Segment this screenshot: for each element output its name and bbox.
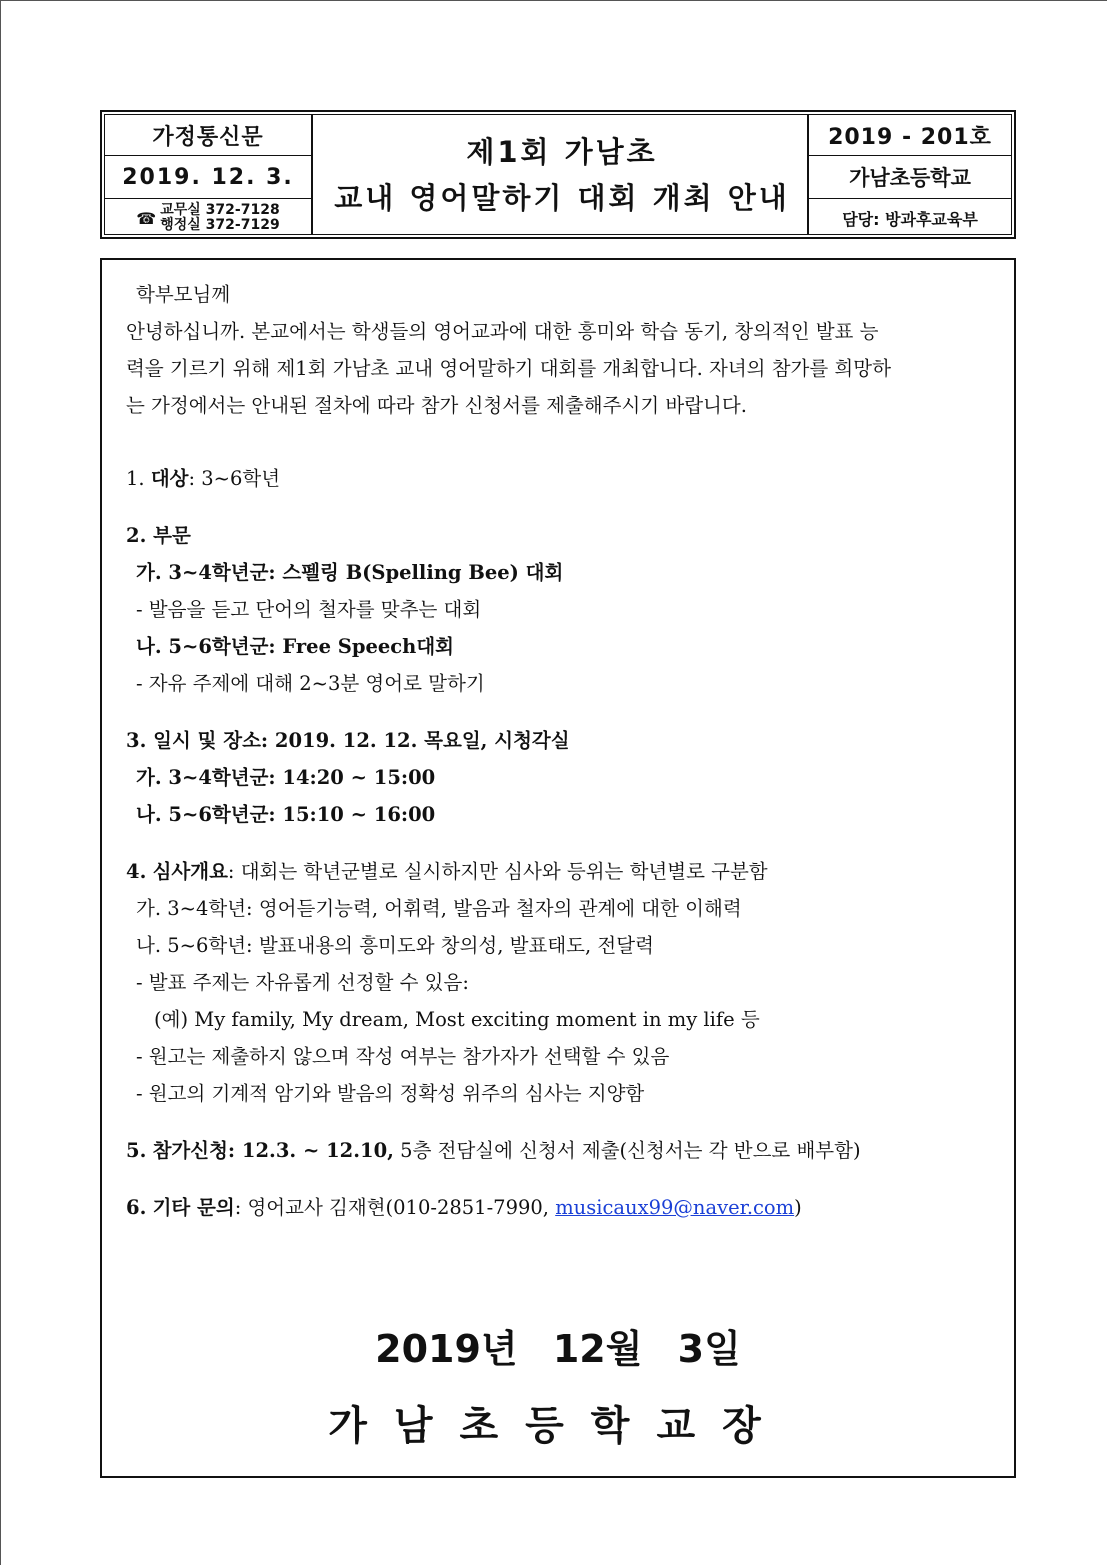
section-5-application: 5. 참가신청: 12.3. ~ 12.10, 5층 전담실에 신청서 제출(신청서는 각 반으로 배부함) (126, 1139, 861, 1162)
salutation: 학부모님께 (136, 283, 231, 306)
section-6-text: : 영어교사 김재현(010-2851-7990, (234, 1196, 556, 1219)
header-right-column (807, 115, 1011, 234)
header-left-column (105, 115, 313, 234)
notice-type-label: 가정통신문 (105, 115, 311, 156)
school-name: 가남초등학교 (809, 156, 1011, 199)
section-4-note-1: - 발표 주제는 자유롭게 선정할 수 있음: (136, 971, 469, 994)
contact-phones (105, 199, 311, 237)
issue-date-footer: 2019년 12월 3일 (375, 1327, 741, 1371)
notice-date: 2019. 12. 3. (105, 156, 311, 199)
telephone-icon: ☎ (136, 208, 157, 228)
section-1-target: 1. 대상: 3~6학년 (126, 467, 281, 490)
contact-email-link[interactable]: musicaux99@naver.com (555, 1196, 795, 1219)
section-1-label: 대상 (150, 467, 189, 490)
section-5-text: 5층 전담실에 신청서 제출(신청서는 각 반으로 배부함) (393, 1139, 861, 1162)
section-2-item-b-desc: - 자유 주제에 대해 2~3분 영어로 말하기 (136, 672, 485, 695)
section-2-heading: 2. 부문 (126, 524, 191, 547)
phone-line-office: 교무실 372-7128 (160, 202, 280, 218)
section-3-item-b: 나. 5~6학년군: 15:10 ~ 16:00 (136, 803, 436, 826)
section-2-item-a: 가. 3~4학년군: 스펠링 B(Spelling Bee) 대회 (136, 561, 564, 584)
header-table (100, 110, 1016, 239)
intro-line-2: 력을 기르기 위해 제1회 가남초 교내 영어말하기 대회를 개최합니다. 자녀의 참가를 희망하 (126, 357, 891, 380)
section-4-example: (예) My family, My dream, Most exciting moment in my life 등 (154, 1008, 760, 1031)
section-4-note-2: - 원고는 제출하지 않으며 작성 여부는 참가자가 선택할 수 있음 (136, 1045, 670, 1068)
section-6-contact: 6. 기타 문의: 영어교사 김재현(010-2851-7990, musicaux99@naver.com) (126, 1196, 802, 1219)
section-5-label: 참가신청 (152, 1139, 228, 1162)
principal-signature: 가남초등학교장 (328, 1403, 788, 1449)
document-title (313, 129, 811, 221)
section-4-text: : 대회는 학년군별로 실시하지만 심사와 등위는 학년별로 구분함 (227, 860, 768, 883)
intro-line-3: 는 가정에서는 안내된 절차에 따라 참가 신청서를 제출해주시기 바랍니다. (126, 394, 747, 417)
section-3-heading: 3. 일시 및 장소: 2019. 12. 12. 목요일, 시청각실 (126, 729, 570, 752)
section-4-item-a: 가. 3~4학년: 영어듣기능력, 어휘력, 발음과 철자의 관계에 대한 이해력 (136, 897, 742, 920)
section-4-item-b: 나. 5~6학년: 발표내용의 흥미도와 창의성, 발표태도, 전달력 (136, 934, 654, 957)
section-4-heading: 4. 심사개요: 대회는 학년군별로 실시하지만 심사와 등위는 학년별로 구분함 (126, 860, 768, 883)
section-5-dates: : 12.3. ~ 12.10, (227, 1139, 394, 1162)
intro-line-1: 안녕하십니까. 본교에서는 학생들의 영어교과에 대한 흥미와 학습 동기, 창의적인 발표 능 (126, 320, 879, 343)
phone-line-admin: 행정실 372-7129 (160, 217, 280, 233)
letter-body (100, 258, 1016, 1478)
section-2-item-b: 나. 5~6학년군: Free Speech대회 (136, 635, 455, 658)
header-title-column (313, 115, 811, 234)
department-in-charge: 담당: 방과후교육부 (842, 209, 978, 229)
section-4-label: 심사개요 (152, 860, 228, 883)
title-line-1: 제1회 가남초 (466, 135, 658, 169)
section-2-item-a-desc: - 발음을 듣고 단어의 철자를 맞추는 대회 (136, 598, 482, 621)
section-3-item-a: 가. 3~4학년군: 14:20 ~ 15:00 (136, 766, 436, 789)
letter-content (126, 276, 994, 1226)
title-line-2: 교내 영어말하기 대회 개최 안내 (334, 181, 790, 215)
section-1-text: : 3~6학년 (188, 467, 281, 490)
section-4-note-3: - 원고의 기계적 암기와 발음의 정확성 위주의 심사는 지양함 (136, 1082, 645, 1105)
issue-number: 2019 - 201호 (809, 115, 1011, 156)
section-6-label: 기타 문의 (152, 1196, 235, 1219)
